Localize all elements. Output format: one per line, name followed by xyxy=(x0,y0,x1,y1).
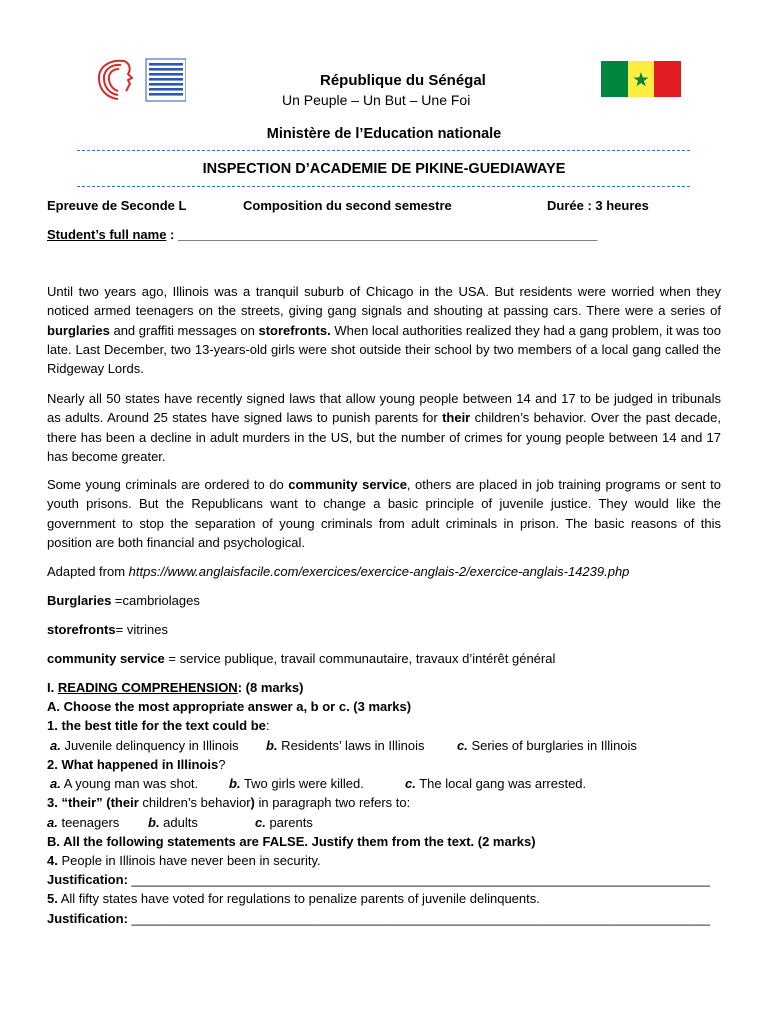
senegal-flag-icon xyxy=(601,61,681,97)
source-line: Adapted from https://www.anglaisfacile.com/exercices/exercice-anglais-2/exercice-anglais-14239.php xyxy=(47,564,630,579)
keyword-community-service: community service xyxy=(288,477,407,492)
justification-field[interactable]: Justification: ________________________________________________________________________________ xyxy=(47,911,710,926)
ministry-logo xyxy=(94,58,186,102)
question-5: 5. All fifty states have voted for regulations to penalize parents of juvenile delinquents. xyxy=(47,891,540,906)
paragraph-1: Until two years ago, Illinois was a tranquil suburb of Chicago in the USA. But residents were worried when they noticed armed teenagers on the streets, giving gang signals and shouting at passing cars. There were a series of burglaries and graffiti messages on storefronts. When local authorities realized they had a gang problem, it was too late. Last December, two 13-years-old girls were shot outside their school by two members of a local gang called the Ridgeway Lords. xyxy=(47,284,721,377)
question-1: 1. the best title for the text could be: xyxy=(47,718,270,733)
question-3-options: a. teenagers b. adults c. parents xyxy=(47,815,313,830)
student-name-label: Student’s full name xyxy=(47,227,167,242)
inspection-title: INSPECTION D’ACADEMIE DE PIKINE-GUEDIAWAYE xyxy=(202,161,566,177)
question-2: 2. What happened in Illinois? xyxy=(47,757,226,772)
paragraph-2: Nearly all 50 states have recently signed laws that allow young people between 14 and 17 to be judged in tribunals as adults. Around 25 states have signed laws to punish parents for their children’s behavior. Over the past decade, there has been a decline in adult murders in the US, but the number of crimes for young people between 14 and 17 has become greater. xyxy=(47,391,722,464)
paragraph-3: Some young criminals are ordered to do community service, others are placed in job training programs or sent to youth prisons. But the Republicans want to change a basic principle of juvenile justice. They would like the government to stop the separation of young criminals from adult criminals in prison. The basic reasons of this position are both financial and psychological. xyxy=(47,477,721,550)
part-b-heading: B. All the following statements are FALSE. Justify them from the text. (2 marks) xyxy=(47,834,536,849)
republic-title: République du Sénégal xyxy=(320,72,486,89)
exam-title: Composition du second semestre xyxy=(243,198,452,213)
ministry-title: Ministère de l’Education nationale xyxy=(266,126,502,142)
national-motto: Un Peuple – Un But – Une Foi xyxy=(282,92,471,108)
exam-level: Epreuve de Seconde L xyxy=(47,198,187,213)
glossary-item: Burglaries =cambriolages xyxy=(47,593,200,608)
glossary-item: storefronts= vitrines xyxy=(47,622,169,637)
question-4: 4. People in Illinois have never been in security. xyxy=(47,853,321,868)
student-name-blank[interactable]: __________________________________________________________ xyxy=(177,227,598,242)
part-a-heading: A. Choose the most appropriate answer a, b or c. (3 marks) xyxy=(47,699,412,714)
justification-field[interactable]: Justification: ________________________________________________________________________________ xyxy=(47,872,710,887)
question-3: 3. “their” (their children’s behavior) in paragraph two refers to: xyxy=(47,795,411,810)
question-2-options: a. A young man was shot. b. Two girls were killed. c. The local gang was arrested. xyxy=(50,776,587,791)
exam-duration: Durée : 3 heures xyxy=(547,198,649,213)
keyword-burglaries: burglaries xyxy=(47,322,110,338)
question-1-options: a. Juvenile delinquency in Illinois b. Residents’ laws in Illinois c. Series of burglaries in Illinois xyxy=(50,738,637,753)
keyword-storefronts: storefronts. xyxy=(258,322,331,338)
keyword-their: their xyxy=(442,410,471,426)
section-heading: I. READING COMPREHENSION: (8 marks) xyxy=(47,680,304,695)
student-name-field[interactable]: Student’s full name : __________________________________________________________ xyxy=(47,227,598,242)
divider xyxy=(77,186,690,187)
source-url[interactable]: https://www.anglaisfacile.com/exercices/exercice-anglais-2/exercice-anglais-14239.php xyxy=(128,564,630,579)
divider xyxy=(77,150,690,151)
glossary-item: community service = service publique, travail communautaire, travaux d’intérêt général xyxy=(47,651,556,666)
